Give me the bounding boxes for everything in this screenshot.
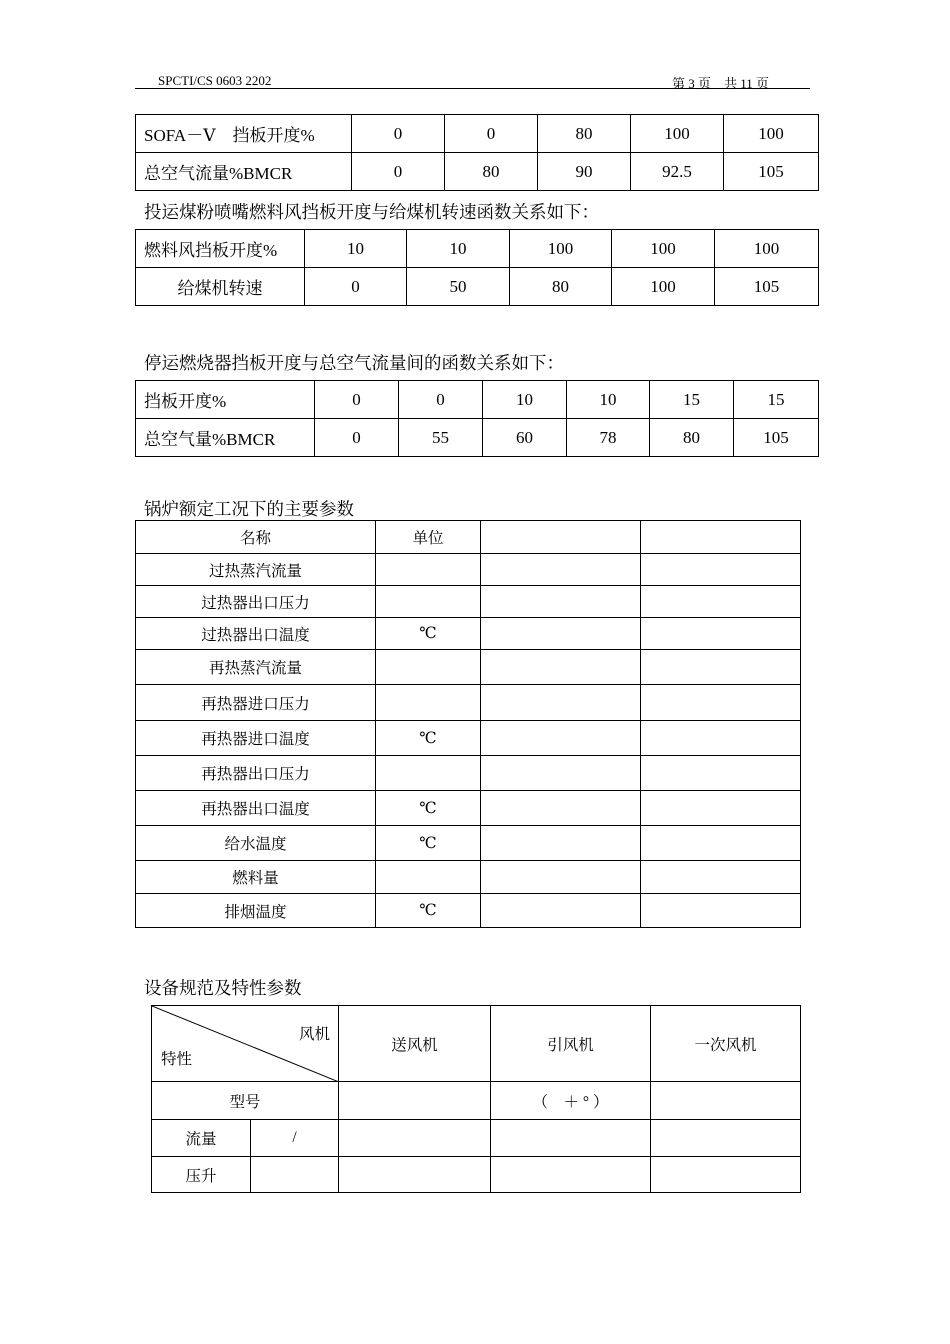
- table-row: [136, 381, 819, 419]
- table-cell: [339, 1157, 491, 1193]
- table-cell: 50: [407, 268, 510, 306]
- table-cell: [481, 618, 641, 650]
- row-label: 过热蒸汽流量: [136, 554, 376, 586]
- table-cell: [641, 685, 801, 721]
- sofa-damper-table: [135, 114, 819, 191]
- table-cell: 0: [445, 115, 538, 153]
- column-header: 引风机: [491, 1006, 651, 1082]
- table-cell: 90: [538, 153, 631, 191]
- fuel-caption: 投运煤粉喷嘴燃料风挡板开度与给煤机转速函数关系如下：: [144, 203, 599, 223]
- table-cell: 100: [612, 230, 715, 268]
- table-cell: [481, 826, 641, 861]
- row-label: 给水温度: [136, 826, 376, 861]
- document-code: SPCTI/CS 0603 2202: [158, 73, 272, 88]
- table-row: [152, 1120, 801, 1157]
- table-row: [152, 1157, 801, 1193]
- row-label: 过热器出口温度: [136, 618, 376, 650]
- row-label: 压升: [152, 1157, 251, 1193]
- table-cell: [481, 721, 641, 756]
- table-row: [136, 618, 801, 650]
- diagonal-line: [152, 1006, 339, 1082]
- row-label: 流量: [152, 1120, 251, 1157]
- table-cell: [491, 1157, 651, 1193]
- table-cell: [481, 685, 641, 721]
- diagonal-header-cell: [152, 1006, 339, 1082]
- table-cell: 0: [352, 115, 445, 153]
- table-cell: [481, 861, 641, 894]
- column-header: 名称: [136, 521, 376, 554]
- boiler-parameters-table: [135, 520, 801, 928]
- table-cell: [641, 756, 801, 791]
- table-cell: [481, 554, 641, 586]
- table-cell: 15: [650, 381, 734, 419]
- table-cell: 0: [305, 268, 407, 306]
- table-cell: 105: [734, 419, 819, 457]
- table-cell: [481, 650, 641, 685]
- table-cell: 80: [510, 268, 612, 306]
- table-row: [136, 826, 801, 861]
- table-cell: [481, 894, 641, 928]
- column-header: 一次风机: [651, 1006, 801, 1082]
- row-label: 再热蒸汽流量: [136, 650, 376, 685]
- table-cell: 0: [352, 153, 445, 191]
- table-cell: 100: [510, 230, 612, 268]
- table-cell: [339, 1120, 491, 1157]
- table-cell: 105: [715, 268, 819, 306]
- table-cell: [641, 554, 801, 586]
- table-cell: ℃: [376, 826, 481, 861]
- table-row: [136, 650, 801, 685]
- table-cell: [376, 756, 481, 791]
- table-cell: 80: [445, 153, 538, 191]
- table-row: [136, 861, 801, 894]
- row-label: 再热器出口温度: [136, 791, 376, 826]
- stopped-burner-table: [135, 380, 819, 457]
- corner-bottom-label: 特性: [161, 1051, 193, 1068]
- table-row: [152, 1082, 801, 1120]
- table-cell: 80: [650, 419, 734, 457]
- table-cell: ℃: [376, 618, 481, 650]
- fuel-air-table: [135, 229, 819, 306]
- row-label: 总空气流量%BMCR: [136, 153, 352, 191]
- table-cell: ℃: [376, 721, 481, 756]
- table-cell: ℃: [376, 894, 481, 928]
- table-cell: [641, 791, 801, 826]
- unit-cell: [251, 1157, 339, 1193]
- row-label: 燃料量: [136, 861, 376, 894]
- table-cell: [481, 791, 641, 826]
- table-cell: [481, 756, 641, 791]
- row-label: 挡板开度%: [136, 381, 315, 419]
- table-cell: [641, 721, 801, 756]
- table-cell: 100: [612, 268, 715, 306]
- table-cell: 10: [305, 230, 407, 268]
- table-cell: [491, 1120, 651, 1157]
- table-cell: 100: [631, 115, 724, 153]
- column-header: [481, 521, 641, 554]
- table-row: [136, 115, 819, 153]
- table-cell: [339, 1082, 491, 1120]
- stop-caption: 停运燃烧器挡板开度与总空气流量间的函数关系如下：: [144, 354, 564, 374]
- table-cell: 15: [734, 381, 819, 419]
- table-cell: [376, 685, 481, 721]
- row-label: 给煤机转速: [136, 268, 305, 306]
- table-row: [152, 1006, 801, 1082]
- table-cell: [481, 586, 641, 618]
- table-cell: 100: [724, 115, 819, 153]
- table-cell: 0: [315, 381, 399, 419]
- table-row: [136, 894, 801, 928]
- column-header: 送风机: [339, 1006, 491, 1082]
- table-cell: 60: [483, 419, 567, 457]
- table-cell: （ ＋ ° ）: [491, 1082, 651, 1120]
- table-row: [136, 791, 801, 826]
- table-cell: 78: [567, 419, 650, 457]
- table-cell: 10: [567, 381, 650, 419]
- table-cell: ℃: [376, 791, 481, 826]
- table-cell: [641, 861, 801, 894]
- boiler-caption: 锅炉额定工况下的主要参数: [144, 500, 354, 520]
- table-cell: [376, 586, 481, 618]
- row-label: 型号: [152, 1082, 339, 1120]
- equipment-spec-table: [151, 1005, 801, 1193]
- table-row: [136, 756, 801, 791]
- table-row: [136, 721, 801, 756]
- row-label: 过热器出口压力: [136, 586, 376, 618]
- table-row: [136, 268, 819, 306]
- table-cell: [641, 826, 801, 861]
- row-label: 总空气量%BMCR: [136, 419, 315, 457]
- table-header-row: [136, 521, 801, 554]
- table-cell: [376, 650, 481, 685]
- table-cell: 80: [538, 115, 631, 153]
- row-label: 再热器进口压力: [136, 685, 376, 721]
- equipment-caption: 设备规范及特性参数: [144, 979, 302, 999]
- table-row: [136, 419, 819, 457]
- table-cell: [651, 1082, 801, 1120]
- column-header: 单位: [376, 521, 481, 554]
- table-cell: 100: [715, 230, 819, 268]
- row-label: 再热器出口压力: [136, 756, 376, 791]
- unit-cell: /: [251, 1120, 339, 1157]
- row-label: 再热器进口温度: [136, 721, 376, 756]
- table-cell: [641, 618, 801, 650]
- table-cell: [376, 554, 481, 586]
- table-row: [136, 586, 801, 618]
- table-row: [136, 230, 819, 268]
- table-cell: [641, 894, 801, 928]
- row-label: SOFA－Ⅴ 挡板开度%: [136, 115, 352, 153]
- page-info: 第 3 页 共 11 页: [672, 76, 770, 91]
- table-cell: 10: [483, 381, 567, 419]
- table-cell: [641, 650, 801, 685]
- table-cell: [641, 586, 801, 618]
- header-rule: [135, 88, 810, 89]
- row-label: 燃料风挡板开度%: [136, 230, 305, 268]
- table-cell: 92.5: [631, 153, 724, 191]
- table-cell: [376, 861, 481, 894]
- table-row: [136, 554, 801, 586]
- corner-top-label: 风机: [298, 1026, 330, 1043]
- table-cell: 55: [399, 419, 483, 457]
- table-row: [136, 685, 801, 721]
- table-row: [136, 153, 819, 191]
- column-header: [641, 521, 801, 554]
- table-cell: [651, 1120, 801, 1157]
- table-cell: 10: [407, 230, 510, 268]
- table-cell: 0: [315, 419, 399, 457]
- table-cell: 105: [724, 153, 819, 191]
- table-cell: 0: [399, 381, 483, 419]
- table-cell: [651, 1157, 801, 1193]
- row-label: 排烟温度: [136, 894, 376, 928]
